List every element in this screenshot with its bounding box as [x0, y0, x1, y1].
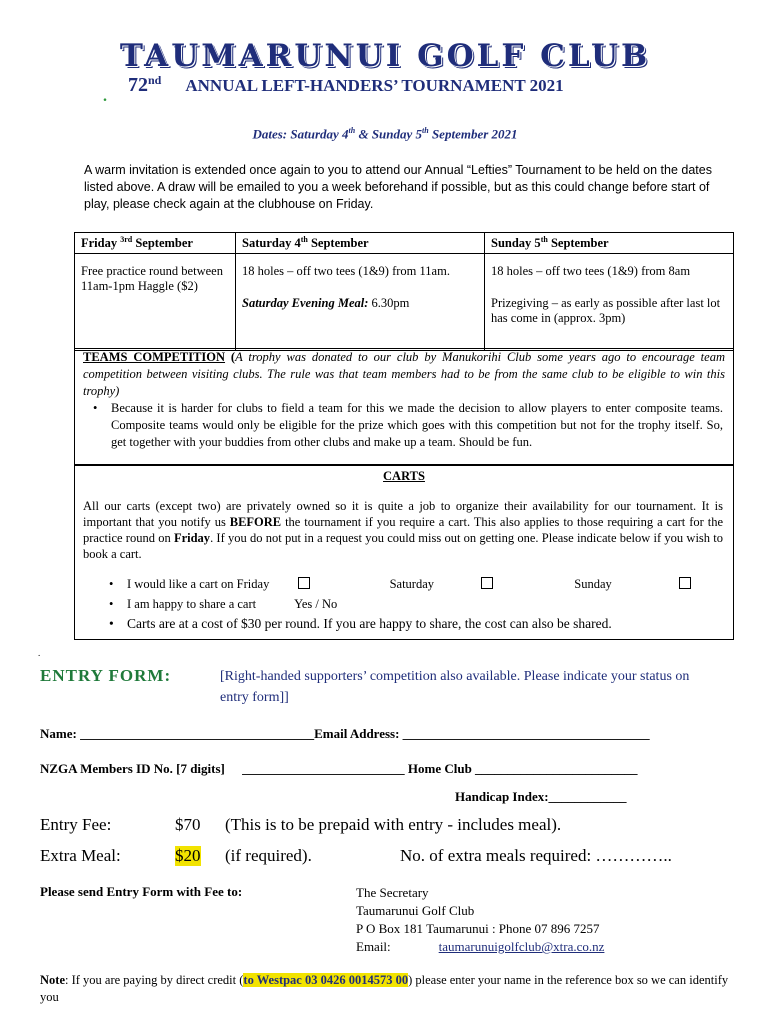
extra-meal-label: Extra Meal:	[40, 846, 121, 865]
friday-header: Friday $^{3rd}$ September	[75, 233, 236, 254]
share-yes-no[interactable]: Yes / No	[294, 597, 338, 611]
name-field[interactable]: Name: ____________________________________	[40, 726, 315, 741]
payment-note: Note: If you are paying by direct credit (to Westpac 03 0426 0014573 00) please enter your name in the reference box so we can identify you	[40, 973, 729, 1004]
dates-line	[0, 126, 770, 142]
carts-section	[74, 464, 734, 640]
carts-title: CARTS	[383, 469, 425, 483]
cart-cost: • Carts are at a cost of $30 per round. If you are happy to share, the cost can also be shared.	[127, 614, 733, 634]
cart-share-option: • I am happy to share a cart Yes / No	[127, 594, 733, 614]
postal-address: The Secretary Taumarunui Golf Club P O Box 181 Taumarunui : Phone 07 896 7257 Email: taumarunuigolfclub@xtra.co.nz	[356, 885, 605, 954]
teams-description: A trophy was donated to our club by Manukorihi Club some years ago to encourage team competition between visiting clubs. The rule was that team members had to be from the same club to be eligible to win this trophy)	[83, 350, 725, 398]
saturday-body	[236, 254, 485, 351]
sunday-header: Sunday 5th September	[485, 233, 734, 254]
tournament-title: ANNUAL LEFT-HANDERS’ TOURNAMENT 2021	[185, 76, 564, 95]
dates-sup-b: th	[422, 126, 429, 135]
extra-meal-note: (if required).	[225, 846, 312, 865]
name-email-line	[40, 726, 650, 742]
edition-suffix: nd	[148, 73, 162, 87]
cart-friday-checkbox[interactable]	[298, 577, 310, 589]
bank-account: to Westpac 03 0426 0014573 00	[243, 973, 409, 987]
dates-c: September 2021	[428, 126, 518, 142]
sunday-prizegiving: Prizegiving – as early as possible after last lot has come in (approx. 3pm)	[491, 296, 721, 326]
nzga-line	[40, 761, 638, 777]
handicap-field[interactable]: Handicap Index:____________	[455, 789, 627, 804]
dates-a: Dates: Saturday 4	[252, 126, 349, 142]
decorative-dot: .	[103, 88, 107, 105]
cart-saturday-checkbox[interactable]	[481, 577, 493, 589]
teams-bullet: • Because it is harder for clubs to field a team for this we made the decision to allow players to enter composite teams. Composite teams would only be eligible for the prize which goes with this competition but not for the trophy itself. So, get together with your buddies from other clubs and make up a team. Should be fun.	[111, 400, 723, 451]
intro-paragraph: A warm invitation is extended once again to you to attend our Annual “Lefties” Tournament to be held on the dates listed above. A draw will be emailed to you a week beforehand if possible, but as this could change before start of play, please check again at the clubhouse on Friday.	[84, 163, 712, 211]
nzga-field[interactable]: _________________________	[242, 761, 405, 776]
sunday-rounds: 18 holes – off two tees (1&9) from 8am	[491, 264, 691, 279]
extra-meal-value: $20	[175, 846, 201, 865]
entry-form-title: ENTRY FORM:	[40, 666, 172, 685]
home-club-field[interactable]: Home Club _________________________	[407, 761, 638, 776]
cart-day-options: • I would like a cart on Friday Saturday Sunday	[127, 574, 733, 594]
dates-b: & Sunday 5	[355, 126, 423, 142]
right-handed-note: [Right-handed supporters’ competition also available. Please indicate your status on entry form]]	[220, 669, 690, 705]
teams-title: TEAMS COMPETITION	[83, 350, 226, 364]
send-label: Please send Entry Form with Fee to:	[40, 884, 243, 899]
schedule-table	[74, 232, 734, 351]
club-email-link[interactable]: taumarunuigolfclub@xtra.co.nz	[438, 939, 605, 954]
entry-fee-row	[40, 815, 562, 835]
friday-body: Free practice round between 11am-1pm Haggle ($2)	[75, 254, 236, 351]
small-dot: .	[38, 648, 41, 658]
extra-meal-count[interactable]: No. of extra meals required: …………..	[400, 846, 672, 865]
dates-sup-a: th	[348, 126, 356, 135]
club-title: TAUMARUNUI GOLF CLUB	[119, 38, 651, 74]
entry-fee-label: Entry Fee:	[40, 815, 112, 834]
saturday-header: Saturday 4th September	[236, 233, 485, 254]
email-field[interactable]: Email Address: ______________________________________	[314, 726, 650, 741]
sunday-body	[485, 254, 734, 351]
saturday-meal: Saturday Evening Meal: 6.30pm	[242, 296, 410, 311]
edition-number: 72	[128, 74, 148, 96]
tournament-heading	[128, 74, 564, 97]
carts-paragraph: All our carts (except two) are privately owned so it is quite a job to organize their availability for our tournament. It is important that you notify us BEFORE the tournament if you require a cart. This also applies to those requiring a cart for the practice round on Friday. If you do not put in a request you could miss out on getting one. Please indicate below if you wish to book a cart.	[83, 499, 724, 561]
entry-fee-value: $70	[175, 815, 201, 834]
extra-meal-row	[40, 846, 672, 866]
nzga-label: NZGA Members ID No. [7 digits]	[40, 761, 225, 776]
entry-fee-note: (This is to be prepaid with entry - includes meal).	[225, 815, 562, 834]
teams-section: TEAMS COMPETITION (A trophy was donated to our club by Manukorihi Club some years ago to encourage team competition between visiting clubs. The rule was that team members had to be from the same club to be eligible to win this trophy) • Because it is harder for clubs to field a team for this we made the decision to allow players to enter composite teams. Composite teams would only be eligible for the prize which goes with this competition but not for the trophy itself. So, get together with your buddies from other clubs and make up a team. Should be fun.	[74, 348, 734, 466]
cart-sunday-checkbox[interactable]	[679, 577, 691, 589]
saturday-rounds: 18 holes – off two tees (1&9) from 11am.	[242, 264, 450, 279]
